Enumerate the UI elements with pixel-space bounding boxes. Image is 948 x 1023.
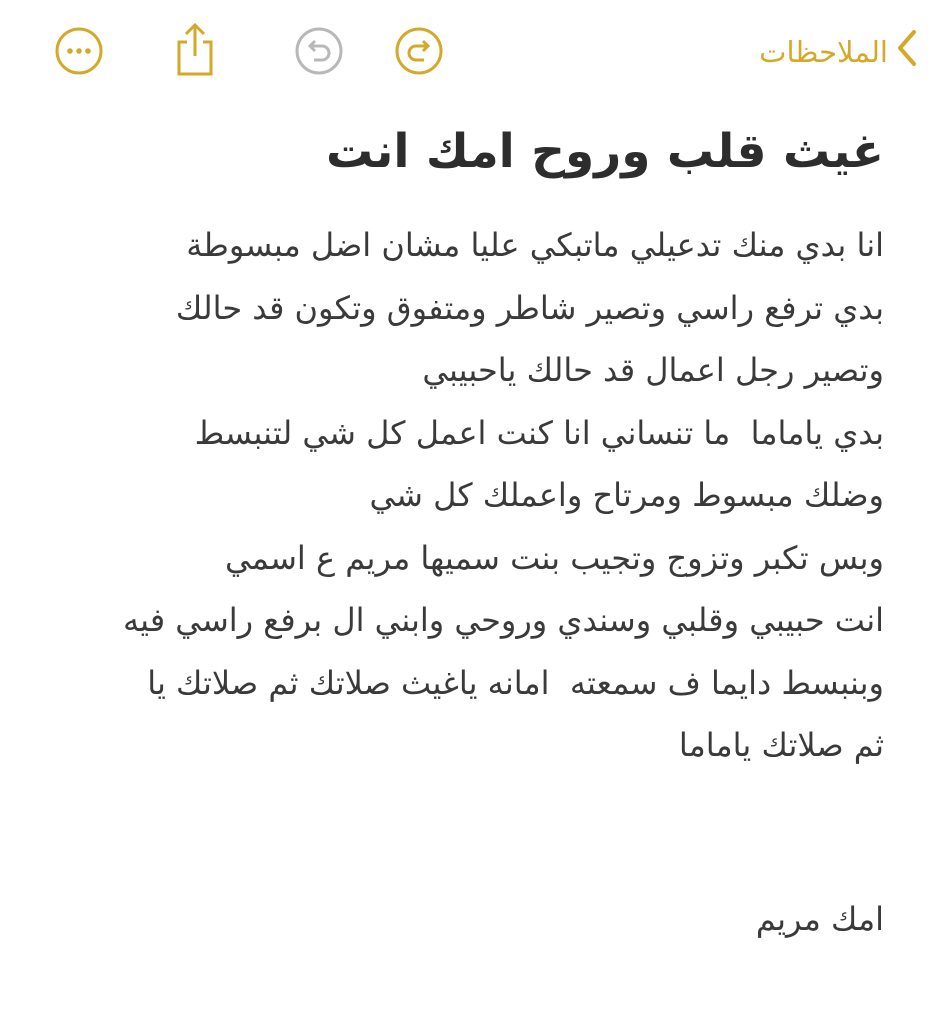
more-icon[interactable] — [54, 26, 104, 76]
back-button[interactable] — [759, 28, 920, 75]
chevron-left-icon — [894, 28, 920, 75]
note-line: بدي ترفع راسي وتصير شاطر ومتفوق وتكون قد حالك — [175, 288, 884, 327]
note-line: وتصير رجل اعمال قد حالك ياحبيبي — [422, 351, 884, 389]
note-title[interactable]: غيث قلب وروح امك انت — [325, 124, 884, 179]
back-label: الملاحظات — [759, 34, 888, 69]
note-line: وبس تكبر وتزوج وتجيب بنت سميها مريم ع اسمي — [224, 538, 884, 577]
note-line: انت حبيبي وقلبي وسندي وروحي وابني ال برفع راسي فيه — [123, 601, 884, 639]
navigation-bar — [0, 0, 948, 100]
note-signature: امك مريم — [755, 900, 884, 938]
undo-icon — [294, 26, 344, 76]
note-line: وضلك مبسوط ومرتاح واعملك كل شي — [369, 476, 884, 514]
note-body[interactable] — [123, 214, 884, 777]
note-line: وبنبسط دايما ف سمعته امانه ياغيث صلاتك ثم صلاتك يا — [147, 663, 884, 702]
share-icon[interactable] — [170, 22, 220, 72]
note-line: انا بدي منك تدعيلي ماتبكي عليا مشان اضل مبسوطة — [186, 226, 884, 264]
redo-icon[interactable] — [394, 26, 444, 76]
note-line: بدي ياماما ما تنساني انا كنت اعمل كل شي لتنبسط — [194, 413, 884, 452]
note-line: ثم صلاتك ياماما — [678, 726, 884, 764]
